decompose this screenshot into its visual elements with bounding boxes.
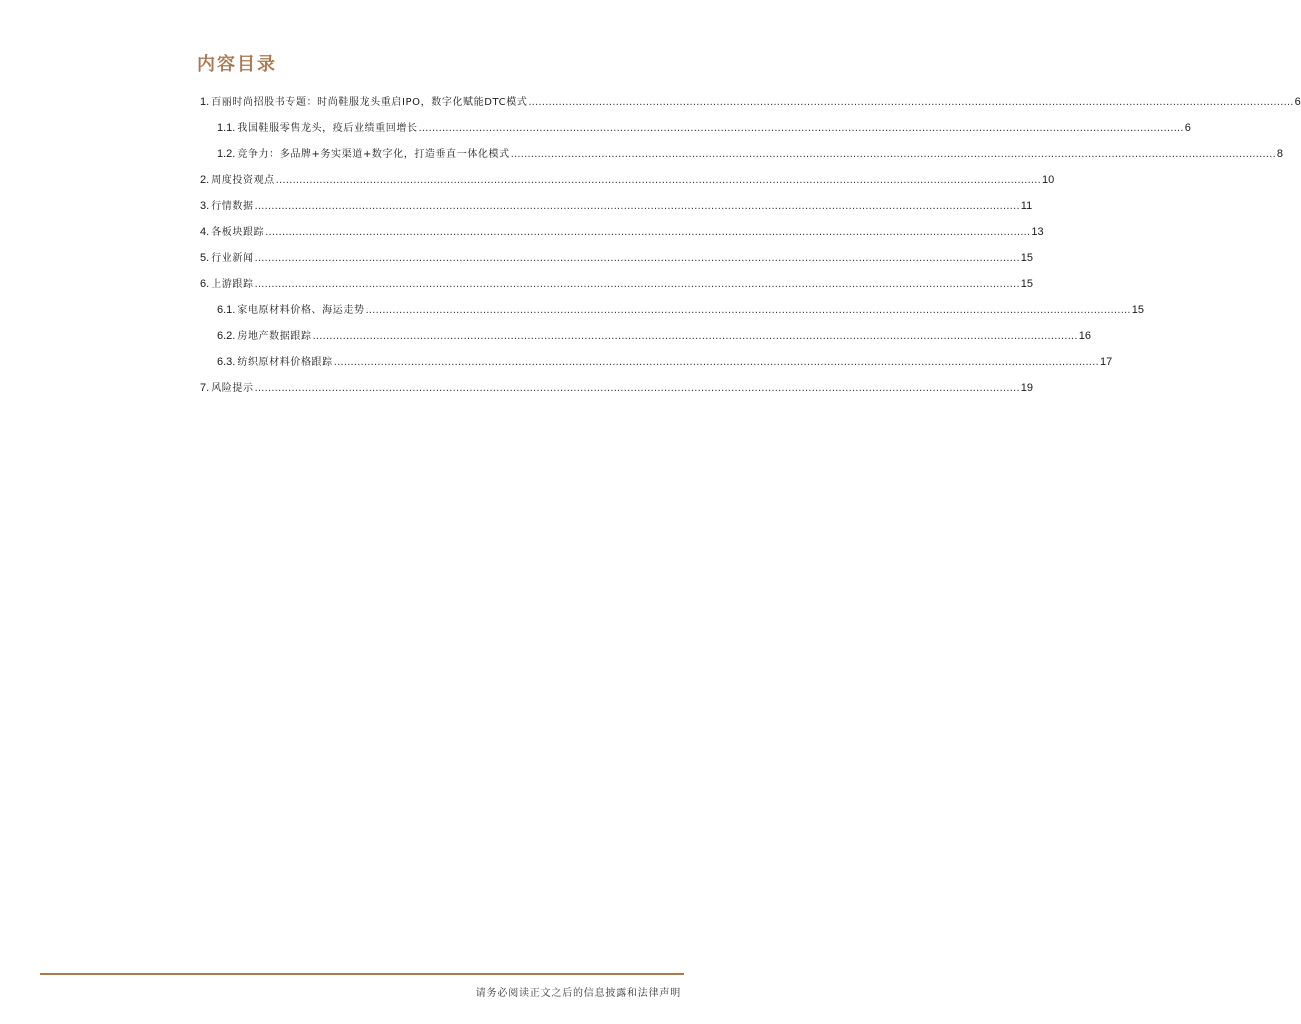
toc-leader-dots	[255, 380, 1020, 396]
toc-leader-dots	[255, 250, 1020, 266]
toc-entry-number: 6.2.	[217, 330, 236, 342]
toc-entry-title: 纺织原材料价格跟踪	[237, 357, 333, 368]
toc-entry[interactable]	[217, 146, 1284, 162]
toc-entry-page: 10	[1042, 174, 1055, 186]
toc-leader-dots	[255, 198, 1020, 214]
toc-entry-page: 15	[1131, 304, 1145, 316]
toc-entry-number: 3.	[200, 200, 210, 212]
toc-entry-title: 各板块跟踪	[211, 227, 265, 238]
toc-entry[interactable]	[200, 380, 1034, 396]
toc-entry-number: 4.	[200, 226, 210, 238]
toc-entry-title: 行业新闻	[211, 253, 254, 264]
toc-entry[interactable]	[217, 120, 1191, 136]
toc-leader-dots	[334, 354, 1099, 370]
toc-leader-dots	[419, 120, 1184, 136]
toc-entry-number: 1.1.	[217, 122, 236, 134]
toc-leader-dots	[276, 172, 1041, 188]
toc-entry[interactable]	[200, 276, 1034, 292]
toc-entry[interactable]	[200, 224, 1044, 240]
toc-leader-dots	[528, 94, 1293, 110]
toc-entry[interactable]	[200, 94, 1301, 110]
toc-leader-dots	[511, 146, 1276, 162]
toc-entry[interactable]	[200, 198, 1033, 214]
toc-entry-number: 6.3.	[217, 356, 236, 368]
toc-entry-page: 17	[1099, 356, 1113, 368]
toc-entry-page: 13	[1031, 226, 1044, 238]
toc-entry-number: 6.1.	[217, 304, 236, 316]
toc-title: 内容目录	[197, 54, 277, 75]
toc-entry-title: 上游跟踪	[211, 279, 254, 290]
toc-entry-page: 16	[1078, 330, 1092, 342]
toc-entry-page: 11	[1020, 200, 1033, 212]
toc-entry-page: 15	[1020, 252, 1034, 264]
toc-entry-title: 百丽时尚招股书专题：时尚鞋服龙头重启IPO，数字化赋能DTC模式	[211, 97, 528, 108]
toc-entry-title: 行情数据	[211, 201, 254, 212]
toc-entry-number: 2.	[200, 174, 210, 186]
toc-entry-title: 家电原材料价格、海运走势	[237, 305, 365, 316]
toc-leader-dots	[313, 328, 1078, 344]
toc-entry[interactable]	[200, 172, 1055, 188]
toc-entry-number: 1.	[200, 96, 210, 108]
toc-entry-number: 1.2.	[217, 148, 236, 160]
toc-entry-page: 15	[1020, 278, 1034, 290]
toc-leader-dots	[265, 224, 1030, 240]
toc-entry-title: 我国鞋服零售龙头，疫后业绩重回增长	[237, 123, 418, 134]
toc-leader-dots	[366, 302, 1131, 318]
toc-entry-title: 风险提示	[211, 383, 254, 394]
toc-entry-title: 竞争力：多品牌+务实渠道+数字化，打造垂直一体化模式	[237, 149, 510, 160]
toc-entry-title: 房地产数据跟踪	[237, 331, 312, 342]
toc-entry-page: 19	[1020, 382, 1034, 394]
footer-disclaimer: 请务必阅读正文之后的信息披露和法律声明	[475, 988, 681, 999]
toc-entry-page: 6	[1184, 122, 1191, 134]
toc-entry-title: 周度投资观点	[211, 175, 275, 186]
toc-entry[interactable]	[217, 302, 1145, 318]
toc-entry[interactable]	[217, 354, 1113, 370]
footer-divider	[40, 973, 684, 975]
toc-entry[interactable]	[200, 250, 1034, 266]
toc-entry[interactable]	[217, 328, 1092, 344]
toc-entry-page: 6	[1294, 96, 1301, 108]
toc-entry-number: 5.	[200, 252, 210, 264]
toc-leader-dots	[255, 276, 1020, 292]
toc-entry-number: 7.	[200, 382, 210, 394]
toc-entry-page: 8	[1276, 148, 1284, 160]
toc-entry-number: 6.	[200, 278, 210, 290]
